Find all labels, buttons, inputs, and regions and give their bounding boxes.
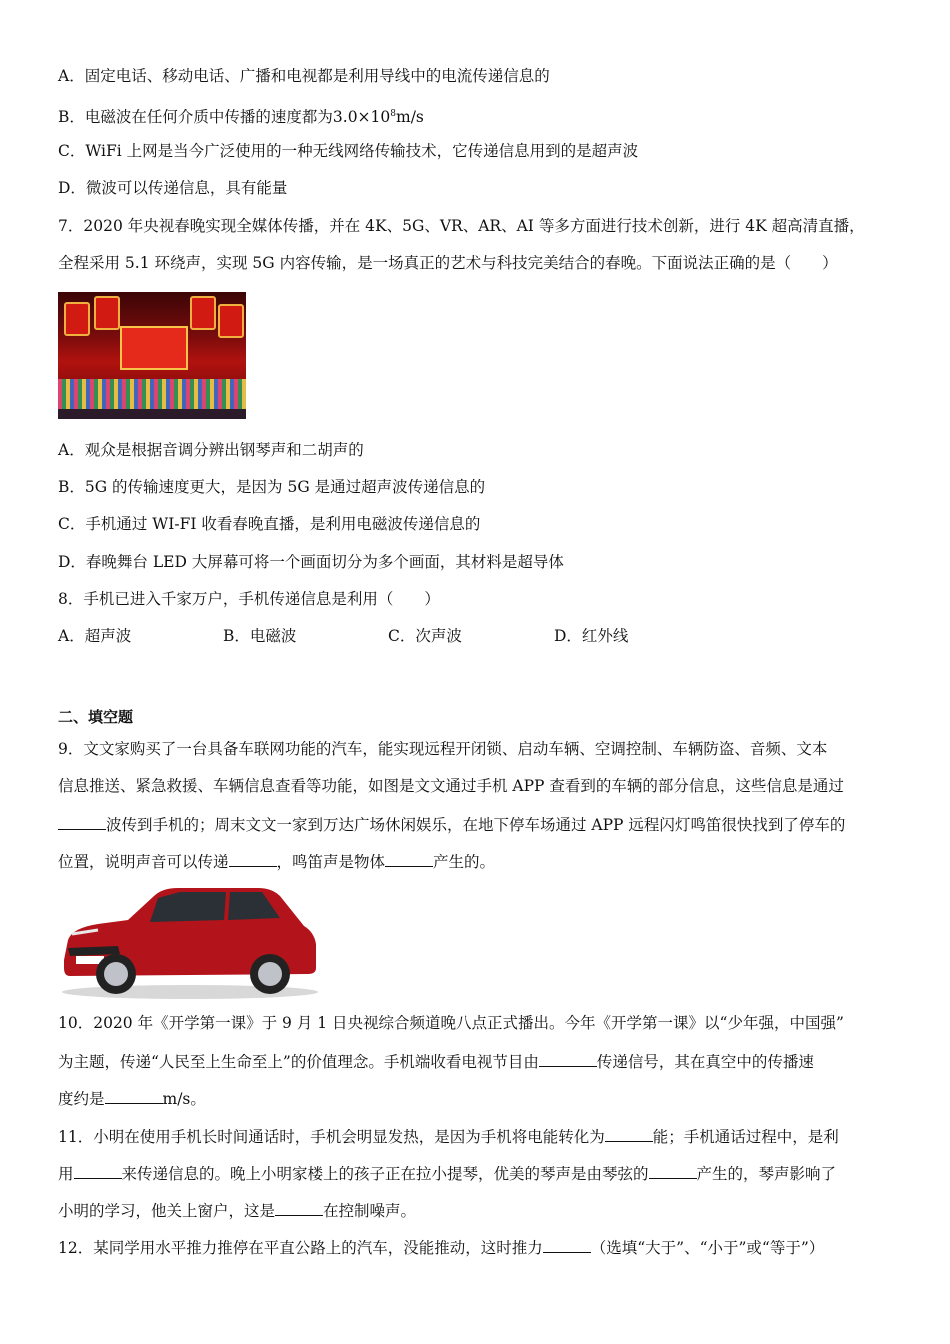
stage-screen bbox=[120, 326, 188, 370]
q10-line3-text-a: 度约是 bbox=[58, 1090, 105, 1108]
q8-option-a: A．超声波 bbox=[58, 627, 132, 645]
q7-option-b: B．5G 的传输速度更大，是因为 5G 是通过超声波传递信息的 bbox=[58, 478, 486, 496]
q6-option-b-value: 3.0×10 bbox=[332, 108, 391, 127]
lantern-decoration bbox=[94, 296, 120, 330]
q9-line4-text-c: 产生的。 bbox=[433, 853, 496, 871]
q11-line3-text-b: 在控制噪声。 bbox=[323, 1202, 417, 1220]
answer-blank[interactable] bbox=[649, 1162, 697, 1179]
q10-line3 bbox=[58, 1087, 206, 1109]
q10-line2 bbox=[58, 1050, 814, 1072]
q10-line2-text-a: 为主题，传递“人民至上生命至上”的价值理念。手机端收看电视节目由 bbox=[58, 1053, 539, 1071]
stage-floor bbox=[58, 409, 246, 419]
answer-blank[interactable] bbox=[58, 813, 106, 830]
answer-blank[interactable] bbox=[539, 1050, 597, 1067]
q12-line1 bbox=[58, 1236, 824, 1258]
q12-line1-text-a: 12．某同学用水平推力推停在平直公路上的汽车，没能推动，这时推力 bbox=[58, 1239, 543, 1257]
q8-stem: 8．手机已进入千家万户，手机传递信息是利用（ ） bbox=[58, 590, 440, 608]
q6-option-b bbox=[58, 104, 424, 127]
q11-line2 bbox=[58, 1162, 836, 1184]
q9-line2: 信息推送、紧急救援、车辆信息查看等功能，如图是文文通过手机 APP 查看到的车辆的部分信息，这些信息是通过 bbox=[58, 777, 844, 795]
answer-blank[interactable] bbox=[74, 1162, 122, 1179]
q7-option-c: C．手机通过 WI-FI 收看春晚直播，是利用电磁波传递信息的 bbox=[58, 515, 481, 533]
q9-line1: 9．文文家购买了一台具备车联网功能的汽车，能实现远程开闭锁、启动车辆、空调控制、车辆防盗、音频、文本 bbox=[58, 740, 828, 758]
q6-option-a: A．固定电话、移动电话、广播和电视都是利用导线中的电流传递信息的 bbox=[58, 67, 550, 85]
q9-line3 bbox=[58, 813, 845, 835]
q11-line1-text-b: 能；手机通话过程中，是利 bbox=[652, 1128, 839, 1146]
q11-line3 bbox=[58, 1199, 416, 1221]
q11-line1-text-a: 11．小明在使用手机长时间通话时，手机会明显发热，是因为手机将电能转化为 bbox=[58, 1128, 605, 1146]
red-suv-photo bbox=[58, 882, 320, 1000]
q11-line1 bbox=[58, 1125, 839, 1147]
q10-line3-text-b: m/s。 bbox=[162, 1090, 206, 1108]
q8-option-b: B．电磁波 bbox=[223, 627, 297, 645]
answer-blank[interactable] bbox=[385, 850, 433, 867]
lantern-decoration bbox=[218, 304, 244, 338]
q11-line2-text-b: 来传递信息的。晚上小明家楼上的孩子正在拉小提琴，优美的琴声是由琴弦的 bbox=[121, 1165, 649, 1183]
q6-option-b-exponent: 8 bbox=[390, 109, 397, 119]
q7-option-a: A．观众是根据音调分辨出钢琴声和二胡声的 bbox=[58, 441, 364, 459]
q11-line3-text-a: 小明的学习，他关上窗户，这是 bbox=[58, 1202, 276, 1220]
q9-line4-text-a: 位置，说明声音可以传递 bbox=[58, 853, 229, 871]
q9-line4 bbox=[58, 850, 495, 872]
answer-blank[interactable] bbox=[229, 850, 277, 867]
q8-option-c: C．次声波 bbox=[388, 627, 462, 645]
answer-blank[interactable] bbox=[105, 1087, 163, 1104]
q11-line2-text-a: 用 bbox=[58, 1165, 74, 1183]
q10-line2-text-b: 传递信号，其在真空中的传播速 bbox=[596, 1053, 814, 1071]
q9-line4-text-b: ，鸣笛声是物体 bbox=[276, 853, 386, 871]
q7-option-d: D．春晚舞台 LED 大屏幕可将一个画面切分为多个画面，其材料是超导体 bbox=[58, 553, 564, 571]
q9-line3-text: 波传到手机的；周末文文一家到万达广场休闲娱乐，在地下停车场通过 APP 远程闪灯鸣笛很快找到了停车的 bbox=[106, 816, 846, 834]
q8-option-d: D．红外线 bbox=[554, 627, 629, 645]
q7-stem-line2: 全程采用 5.1 环绕声，实现 5G 内容传输，是一场真正的艺术与科技完美结合的春晚。下面说法正确的是（ ） bbox=[58, 254, 838, 272]
answer-blank[interactable] bbox=[543, 1236, 591, 1253]
q12-line1-text-b: （选填“大于”、“小于”或“等于”） bbox=[590, 1239, 825, 1257]
q6-option-b-unit: m/s bbox=[396, 108, 424, 127]
q7-stem-line1: 7．2020 年央视春晚实现全媒体传播，并在 4K、5G、VR、AR、AI 等多方面进行技术创新，进行 4K 超高清直播， bbox=[58, 217, 865, 235]
lantern-decoration bbox=[64, 302, 90, 336]
q6-option-b-text: B．电磁波在任何介质中传播的速度都为 bbox=[58, 108, 333, 127]
q6-option-c: C．WiFi 上网是当今广泛使用的一种无线网络传输技术，它传递信息用到的是超声波 bbox=[58, 142, 639, 160]
lantern-decoration bbox=[190, 296, 216, 330]
q10-line1: 10．2020 年《开学第一课》于 9 月 1 日央视综合频道晚八点正式播出。今年《开学第一课》以“少年强，中国强” bbox=[58, 1014, 844, 1032]
answer-blank[interactable] bbox=[605, 1125, 653, 1142]
answer-blank[interactable] bbox=[275, 1199, 323, 1216]
gala-stage-photo bbox=[58, 292, 246, 419]
q6-option-d: D．微波可以传递信息，具有能量 bbox=[58, 179, 288, 197]
q11-line2-text-c: 产生的，琴声影响了 bbox=[696, 1165, 837, 1183]
section-title-fill-in: 二、填空题 bbox=[58, 708, 134, 726]
